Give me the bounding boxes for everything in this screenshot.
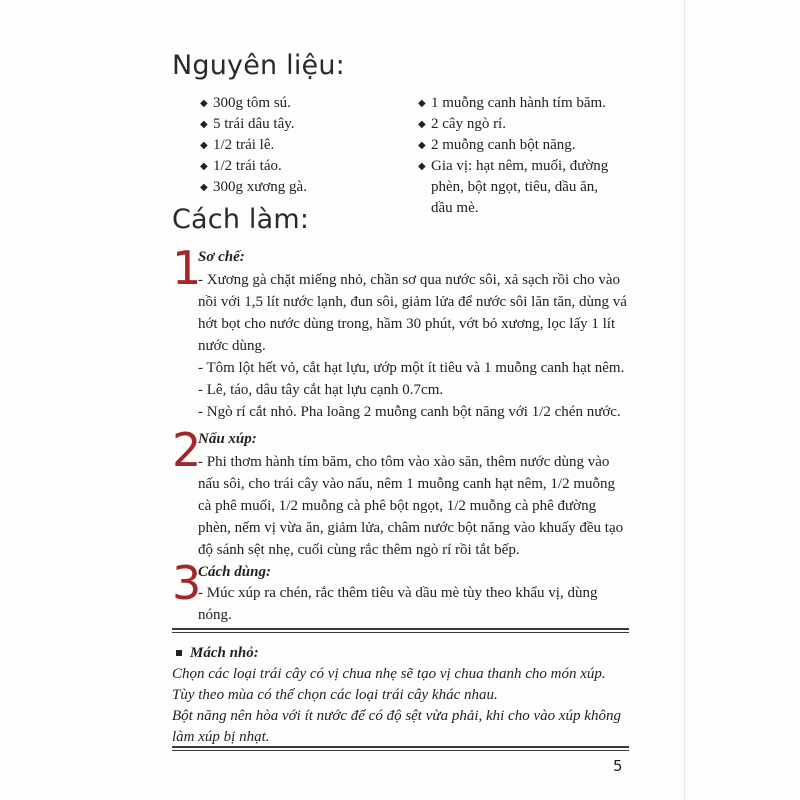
step-line: - Lê, táo, dâu tây cắt hạt lựu cạnh 0.7cm. <box>198 382 444 398</box>
tip-line: Tùy theo mùa có thể chọn các loại trái cây khác nhau. <box>172 687 498 703</box>
diamond-bullet-icon: ◆ <box>418 119 426 130</box>
ingredient-item: ◆ 2 muỗng canh bột năng. <box>418 135 613 156</box>
ingredient-item: ◆ 300g xương gà. <box>200 177 400 198</box>
step-body <box>198 269 628 423</box>
step-line: - Xương gà chặt miếng nhỏ, chần sơ qua nước sôi, xả sạch rồi cho vào nồi với 1,5 lít nước lạnh, đun sôi, giảm lửa để nước sôi lăn tăn, dùng vá hớt bọt cho nước dùng trong, hầm 30 phút, vớt bỏ xương, lọc lấy 1 lít nước dùng. <box>198 272 627 354</box>
step-title: Cách dùng: <box>198 564 271 580</box>
step-number: 1 <box>172 241 202 295</box>
method-heading: Cách làm: <box>172 204 310 235</box>
ingredients-list-right <box>418 93 613 219</box>
diamond-bullet-icon: ◆ <box>200 182 208 193</box>
step-title: Sơ chế: <box>198 249 245 265</box>
step-title: Nấu xúp: <box>198 431 257 447</box>
divider-bottom <box>172 746 629 751</box>
diamond-bullet-icon: ◆ <box>200 119 208 130</box>
ingredients-heading: Nguyên liệu: <box>172 50 345 81</box>
diamond-bullet-icon: ◆ <box>418 161 426 172</box>
ingredient-item: ◆ 300g tôm sú. <box>200 93 400 114</box>
page-number: 5 <box>613 757 623 775</box>
ingredient-item: ◆ Gia vị: hạt nêm, muối, đường phèn, bột ngọt, tiêu, dầu ăn, dầu mè. <box>418 158 609 216</box>
diamond-bullet-icon: ◆ <box>418 140 426 151</box>
step-line: - Tôm lột hết vỏ, cắt hạt lựu, ướp một ít tiêu và 1 muỗng canh hạt nêm. <box>198 360 625 376</box>
step-body <box>198 582 628 626</box>
divider-top <box>172 628 629 633</box>
ingredients-list-left <box>200 93 400 198</box>
step-number: 2 <box>172 423 202 477</box>
diamond-bullet-icon: ◆ <box>200 161 208 172</box>
step-number: 3 <box>172 556 202 610</box>
ingredient-item: ◆ 1/2 trái táo. <box>200 156 400 177</box>
tip-line: Bột năng nên hòa với ít nước để có độ sệt vừa phải, khi cho vào xúp không làm xúp bị nhạt. <box>172 708 621 745</box>
tips-title: Mách nhỏ: <box>172 643 632 664</box>
ingredient-item: ◆ 5 trái dâu tây. <box>200 114 400 135</box>
ingredient-item: ◆ 1/2 trái lê. <box>200 135 400 156</box>
step-body <box>198 451 628 561</box>
diamond-bullet-icon: ◆ <box>200 98 208 109</box>
diamond-bullet-icon: ◆ <box>418 98 426 109</box>
tips-box <box>172 643 632 748</box>
step-line: - Múc xúp ra chén, rắc thêm tiêu và dầu mè tùy theo khẩu vị, dùng nóng. <box>198 585 598 623</box>
ingredient-item: ◆ 1 muỗng canh hành tím băm. <box>418 93 613 114</box>
diamond-bullet-icon: ◆ <box>200 140 208 151</box>
step-line: - Phi thơm hành tím băm, cho tôm vào xào săn, thêm nước dùng vào nấu sôi, cho trái cây vào nấu, nêm 1 muỗng canh hạt nêm, 1/2 muỗng cà phê muối, 1/2 muỗng cà phê bột ngọt, 1/2 muỗng cà phê đường phèn, nếm vị vừa ăn, giảm lửa, châm nước bột năng vào khuấy đều tạo độ sánh sệt nhẹ, cuối cùng rắc thêm ngò rí rồi tắt bếp. <box>198 454 624 558</box>
square-bullet-icon <box>176 650 182 656</box>
tip-line: Chọn các loại trái cây có vị chua nhẹ sẽ tạo vị chua thanh cho món xúp. <box>172 666 606 682</box>
step-line: - Ngò rí cắt nhỏ. Pha loãng 2 muỗng canh bột năng với 1/2 chén nước. <box>198 404 621 420</box>
ingredient-item: ◆ 2 cây ngò rí. <box>418 114 613 135</box>
page-edge-line <box>684 0 685 800</box>
